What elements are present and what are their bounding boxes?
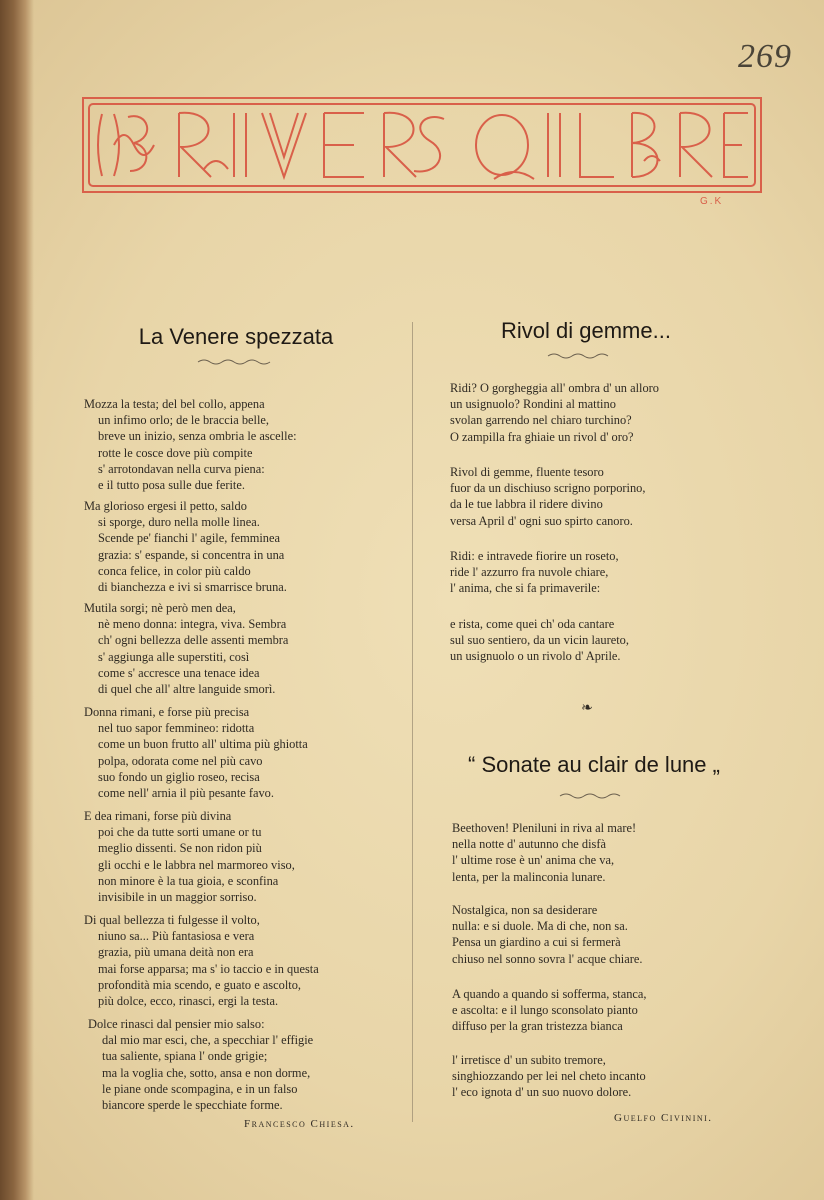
verse-line: l' ultime rose è un' anima che va, (452, 853, 615, 868)
verse-line: ma la voglia che, sotto, ansa e non dorme, (102, 1065, 311, 1080)
fleuron-ornament: ❧ (581, 701, 593, 716)
verse-line: Ma glorioso ergesi il petto, saldo (84, 499, 247, 513)
verse-line: grazia, più umana deità non era (98, 945, 254, 960)
verse-line: ch' ogni bellezza delle assenti membra (98, 633, 289, 648)
stanza (84, 396, 297, 493)
verse-line: un infimo orlo; de le braccia belle, (98, 413, 269, 428)
poem-title-rivol: Rivol di gemme... (501, 318, 671, 343)
verse-line: un usignuolo o un rivolo d' Aprile. (450, 649, 621, 664)
stanza (84, 704, 308, 801)
stanza (84, 808, 295, 905)
verse-line: Ridi? O gorgheggia all' ombra d' un alloro (450, 381, 659, 395)
verse-line: come nell' arnia il più pesante favo. (98, 786, 274, 801)
verse-line: come un buon frutto all' ultima più ghiotta (98, 737, 308, 752)
title-swirl (558, 792, 628, 800)
verse-line: O zampilla fra ghiaie un rivol d' oro? (450, 429, 634, 444)
title-swirl (546, 352, 616, 360)
verse-line: rotte le cosce dove più compite (98, 445, 253, 460)
verse-line: lenta, per la malinconia lunare. (452, 869, 606, 884)
stanza (452, 820, 636, 885)
verse-line: Di qual bellezza ti fulgesse il volto, (84, 913, 260, 927)
stanza (450, 548, 619, 597)
verse-line: di bianchezza e ivi si smarrisce bruna. (98, 580, 287, 595)
verse-line: tua saliente, spiana l' onde grigie; (102, 1049, 268, 1064)
verse-line: Donna rimani, e forse più precisa (84, 705, 250, 719)
verse-line: nella notte d' autunno che disfà (452, 837, 606, 852)
verse-line: Beethoven! Pleniluni in riva al mare! (452, 821, 637, 835)
verse-line: non minore è la tua gioia, e sconfina (98, 873, 279, 888)
column-divider (412, 322, 413, 1122)
stanza (84, 498, 287, 595)
verse-line: mai forse apparsa; ma s' io taccio e in questa (98, 961, 319, 976)
verse-line: singhiozzando per lei nel cheto incanto (452, 1069, 646, 1084)
verse-line: si sporge, duro nella molle linea. (98, 515, 260, 530)
verse-line: Mutila sorgi; nè però men dea, (84, 601, 236, 615)
verse-line: fuor da un dischiuso scrigno porporino, (450, 481, 646, 496)
verse-line: grazia: s' espande, si concentra in una (98, 547, 285, 562)
verse-line: Dolce rinasci dal pensier mio salso: (88, 1017, 265, 1031)
author-signature: Guelfo Civinini. (614, 1112, 713, 1124)
verse-line: nulla: e si duole. Ma di che, non sa. (452, 919, 628, 934)
stanza (84, 912, 319, 1009)
verse-line: di quel che all' altre languide smorì. (98, 682, 276, 697)
verse-line: come s' accresce una tenace idea (98, 665, 260, 680)
verse-line: sul suo sentiero, da un vicin laureto, (450, 633, 629, 648)
verse-line: e rista, come quei ch' oda cantare (450, 617, 615, 631)
verse-line: da le tue labbra il ridere divino (450, 497, 603, 512)
verse-line: suo fondo un giglio roseo, recisa (98, 769, 260, 784)
verse-line: le piane onde scompagina, e in un falso (102, 1081, 298, 1096)
verse-line: un usignuolo? Rondini al mattino (450, 397, 616, 412)
poem-title-sonate: “ Sonate au clair de lune „ (468, 752, 720, 777)
stanza (450, 616, 629, 665)
verse-line: Rivol di gemme, fluente tesoro (450, 465, 604, 479)
verse-line: e il tutto posa sulle due ferite. (98, 478, 245, 493)
verse-line: l' irretisce d' un subito tremore, (452, 1053, 606, 1067)
verse-line: dal mio mar esci, che, a specchiar l' effigie (102, 1033, 314, 1048)
stanza (450, 464, 645, 529)
verse-line: nè meno donna: integra, viva. Sembra (98, 617, 287, 632)
verse-line: poi che da tutte sorti umane or tu (98, 825, 262, 840)
page-number: 269 (738, 38, 792, 75)
verse-line: invisibile in un maggior sorriso. (98, 890, 257, 905)
verse-line: profondità mia scendo, e guato e ascolto, (98, 977, 302, 992)
verse-line: ride l' azzurro fra nuvole chiare, (450, 565, 609, 580)
verse-line: gli occhi e le labbra nel marmoreo viso, (98, 857, 295, 872)
verse-line: e ascolta: e il lungo sconsolato pianto (452, 1003, 638, 1018)
poem-title-venere: La Venere spezzata (138, 324, 334, 349)
stanza (452, 986, 647, 1035)
verse-line: più dolce, ecco, rinasci, ergi la testa. (98, 994, 279, 1009)
verse-line: A quando a quando si sofferma, stanca, (452, 987, 647, 1001)
verse-line: Nostalgica, non sa desiderare (452, 903, 598, 917)
verse-line: s' aggiunga alle superstiti, così (98, 649, 250, 664)
stanza (452, 902, 642, 967)
stanza (88, 1016, 313, 1113)
verse-line: nel tuo sapor femmineo: ridotta (98, 721, 255, 736)
verse-line: niuno sa... Più fantasiosa e vera (98, 929, 255, 944)
verse-line: conca felice, in color più caldo (98, 563, 251, 578)
verse-line: biancore sperde le specchiate forme. (102, 1098, 283, 1113)
verse-line: s' arrotondavan nella curva piena: (98, 461, 265, 476)
stanza (452, 1052, 646, 1101)
verse-line: breve un inizio, senza ombria le ascelle: (98, 429, 297, 444)
verse-line: E dea rimani, forse più divina (84, 809, 232, 823)
title-swirl (196, 358, 276, 366)
verse-line: chiuso nel sonno sovra l' acque chiare. (452, 951, 643, 966)
verse-line: svolan garrendo nel chiaro turchino? (450, 413, 632, 428)
stanza (450, 380, 659, 445)
verse-line: Scende pe' fianchi l' agile, femminea (98, 531, 280, 546)
verse-line: Pensa un giardino a cui si fermerà (452, 935, 621, 950)
verse-line: versa April d' ogni suo spirto canoro. (450, 513, 633, 528)
art-nouveau-lettering (84, 99, 760, 191)
book-spine (0, 0, 34, 1200)
verse-line: diffuso per la gran tristezza bianca (452, 1019, 623, 1034)
decorative-title-banner (82, 97, 762, 193)
verse-line: polpa, odorata come nel più cavo (98, 753, 263, 768)
banner-credit: G.K (700, 196, 724, 207)
verse-line: Mozza la testa; del bel collo, appena (84, 397, 265, 411)
verse-line: l' anima, che si fa primaverile: (450, 581, 601, 596)
verse-line: Ridi: e intravede fiorire un roseto, (450, 549, 619, 563)
stanza (84, 600, 288, 697)
verse-line: l' eco ignota d' un suo nuovo dolore. (452, 1085, 632, 1100)
author-signature: Francesco Chiesa. (244, 1118, 355, 1130)
verse-line: meglio dissenti. Se non ridon più (98, 841, 262, 856)
